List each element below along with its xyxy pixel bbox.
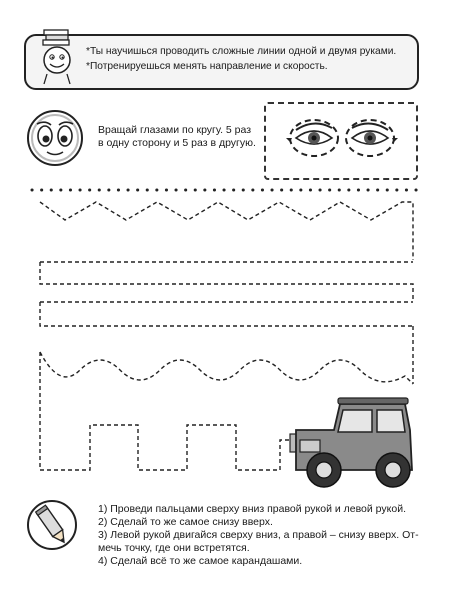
pencil-icon xyxy=(28,501,76,549)
off-road-car-icon xyxy=(290,398,412,487)
intro-line: *Потренируешься менять направление и скорость. xyxy=(86,61,328,72)
wavy-trace-line[interactable] xyxy=(40,326,413,384)
instruction-line: 4) Сделай всё то же самое карандашами. xyxy=(98,555,303,567)
instruction-line: 2) Сделай то же самое снизу вверх. xyxy=(98,516,273,528)
instruction-line: мечь точку, где они встретятся. xyxy=(98,542,250,554)
eye-exercise-line: в одну сторону и 5 раз в другую. xyxy=(98,137,256,149)
zigzag-trace-line[interactable] xyxy=(40,202,413,260)
straight-trace-line[interactable] xyxy=(40,262,413,302)
straight-trace-line[interactable] xyxy=(40,302,413,326)
eye-exercise-line: Вращай глазами по кругу. 5 раз xyxy=(98,124,252,136)
square-wave-trace-line[interactable] xyxy=(40,372,300,470)
instruction-line: 3) Левой рукой двигайся сверху вниз, а правой – снизу вверх. От- xyxy=(98,529,419,541)
intro-line: *Ты научишься проводить сложные линии одной и двумя руками. xyxy=(86,46,397,57)
instruction-line: 1) Проведи пальцами сверху вниз правой рукой и левой рукой. xyxy=(98,503,406,515)
instructions-text xyxy=(98,503,419,568)
